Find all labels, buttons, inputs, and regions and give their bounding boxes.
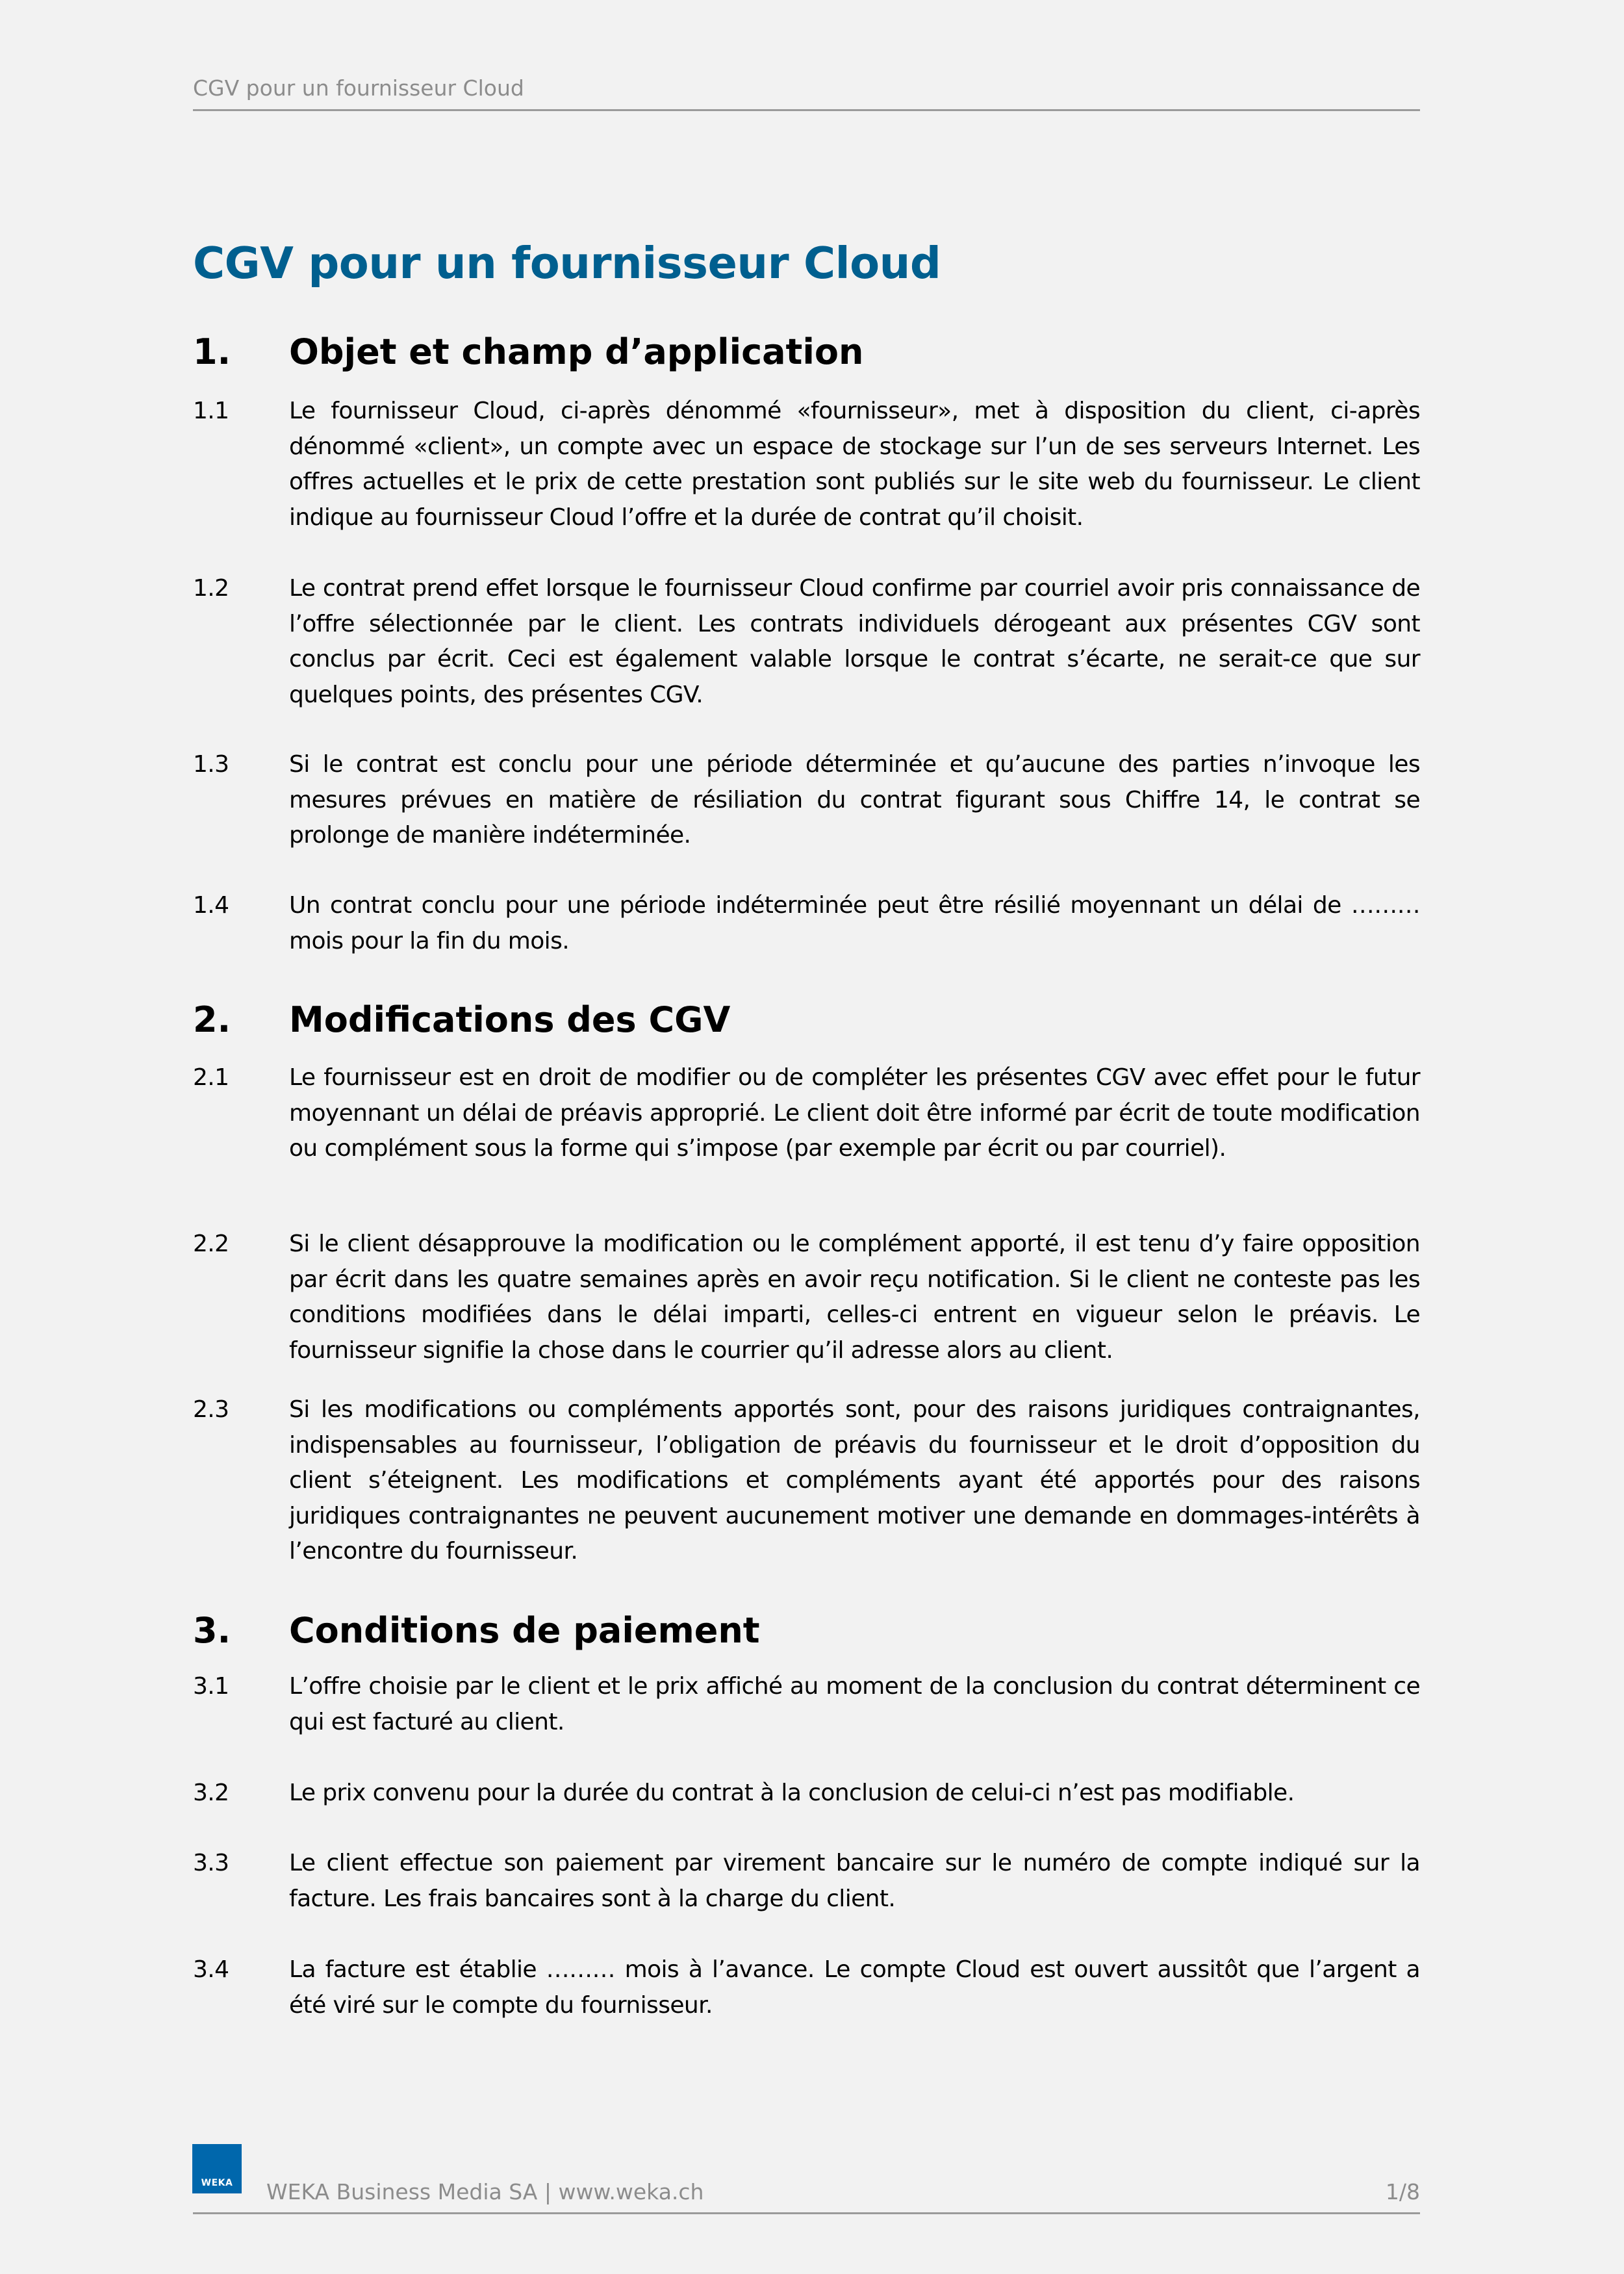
clause-2-2	[193, 1227, 1420, 1368]
running-header: CGV pour un fournisseur Cloud	[193, 75, 524, 101]
footer-publisher: WEKA Business Media SA | www.weka.ch	[266, 2179, 704, 2204]
clause-number: 3.4	[193, 1956, 229, 1983]
clause-text: Le prix convenu pour la durée du contrat à la conclusion de celui-ci n’est pas modifiable.	[289, 1780, 1295, 1806]
clause-2-3	[193, 1392, 1420, 1570]
clause-number: 3.2	[193, 1780, 229, 1806]
clause-text: Le contrat prend effet lorsque le fournisseur Cloud confirme par courriel avoir pris connaissance de l’offre sélectionnée par le client. Les contrats individuels dérogeant aux présentes CGV sont conclus par écrit. Ceci est également valable lorsque le contrat s’écarte, ne serait-ce que sur quelques points, des présentes CGV.	[289, 575, 1420, 708]
section-title: Modifications des CGV	[289, 999, 731, 1040]
header-divider	[193, 109, 1420, 111]
clause-2-1	[193, 1060, 1420, 1167]
section-number: 3.	[193, 1610, 231, 1651]
clause-number: 1.3	[193, 751, 229, 778]
clause-text: Si le client désapprouve la modification ou le complément apporté, il est tenu d’y faire opposition par écrit dans les quatre semaines après en avoir reçu notification. Si le client ne conteste pas les conditions modifiées dans le délai imparti, celles-ci entrent en vigueur selon le préavis. Le fournisseur signifie la chose dans le courrier qu’il adresse alors au client.	[289, 1231, 1420, 1364]
clause-1-1	[193, 394, 1420, 535]
clause-number: 3.1	[193, 1673, 229, 1700]
clause-number: 3.3	[193, 1850, 229, 1876]
section-number: 1.	[193, 331, 231, 372]
weka-logo	[192, 2144, 242, 2193]
clause-number: 1.4	[193, 892, 229, 919]
clause-text: Un contrat conclu pour une période indéterminée peut être résilié moyennant un délai de ……… mois pour la fin du mois.	[289, 892, 1420, 954]
page-title: CGV pour un fournisseur Cloud	[193, 238, 941, 288]
page-number: 1/8	[1385, 2179, 1420, 2204]
clause-1-3	[193, 747, 1420, 854]
section-title: Conditions de paiement	[289, 1610, 760, 1651]
clause-3-4	[193, 1952, 1420, 2023]
clause-text: Le fournisseur est en droit de modifier ou de compléter les présentes CGV avec effet pour le futur moyennant un délai de préavis approprié. Le client doit être informé par écrit de toute modification ou complément sous la forme qui s’impose (par exemple par écrit ou par courriel).	[289, 1064, 1420, 1162]
clause-number: 1.1	[193, 398, 229, 424]
clause-number: 2.3	[193, 1396, 229, 1423]
clause-text: L’offre choisie par le client et le prix affiché au moment de la conclusion du contrat déterminent ce qui est facturé au client.	[289, 1673, 1420, 1735]
footer-divider	[193, 2212, 1420, 2214]
clause-text: Le fournisseur Cloud, ci-après dénommé «fournisseur», met à disposition du client, ci-après dénommé «client», un compte avec un espace de stockage sur l’un de ses serveurs Internet. Les offres actuelles et le prix de cette prestation sont publiés sur le site web du fournisseur. Le client indique au fournisseur Cloud l’offre et la durée de contrat qu’il choisit.	[289, 398, 1420, 531]
clause-3-2	[193, 1776, 1420, 1811]
clause-text: Le client effectue son paiement par virement bancaire sur le numéro de compte indiqué sur la facture. Les frais bancaires sont à la charge du client.	[289, 1850, 1420, 1912]
clause-1-4	[193, 888, 1420, 959]
clause-1-2	[193, 571, 1420, 713]
clause-3-3	[193, 1846, 1420, 1917]
clause-number: 1.2	[193, 575, 229, 602]
clause-text: Si les modifications ou compléments apportés sont, pour des raisons juridiques contraignantes, indispensables au fournisseur, l’obligation de préavis du fournisseur et le droit d’opposition du client s’éteignent. Les modifications et compléments ayant été apportés pour des raisons juridiques contraignantes ne peuvent aucunement motiver une demande en dommages-intérêts à l’encontre du fournisseur.	[289, 1396, 1420, 1565]
clause-3-1	[193, 1669, 1420, 1740]
section-number: 2.	[193, 999, 231, 1040]
section-title: Objet et champ d’application	[289, 331, 864, 372]
weka-logo-text: WEKA	[201, 2178, 233, 2188]
clause-text: La facture est établie ……… mois à l’avance. Le compte Cloud est ouvert aussitôt que l’argent a été viré sur le compte du fournisseur.	[289, 1956, 1420, 2019]
clause-number: 2.1	[193, 1064, 229, 1091]
clause-text: Si le contrat est conclu pour une période déterminée et qu’aucune des parties n’invoque les mesures prévues en matière de résiliation du contrat figurant sous Chiffre 14, le contrat se prolonge de manière indéterminée.	[289, 751, 1420, 849]
clause-number: 2.2	[193, 1231, 229, 1257]
